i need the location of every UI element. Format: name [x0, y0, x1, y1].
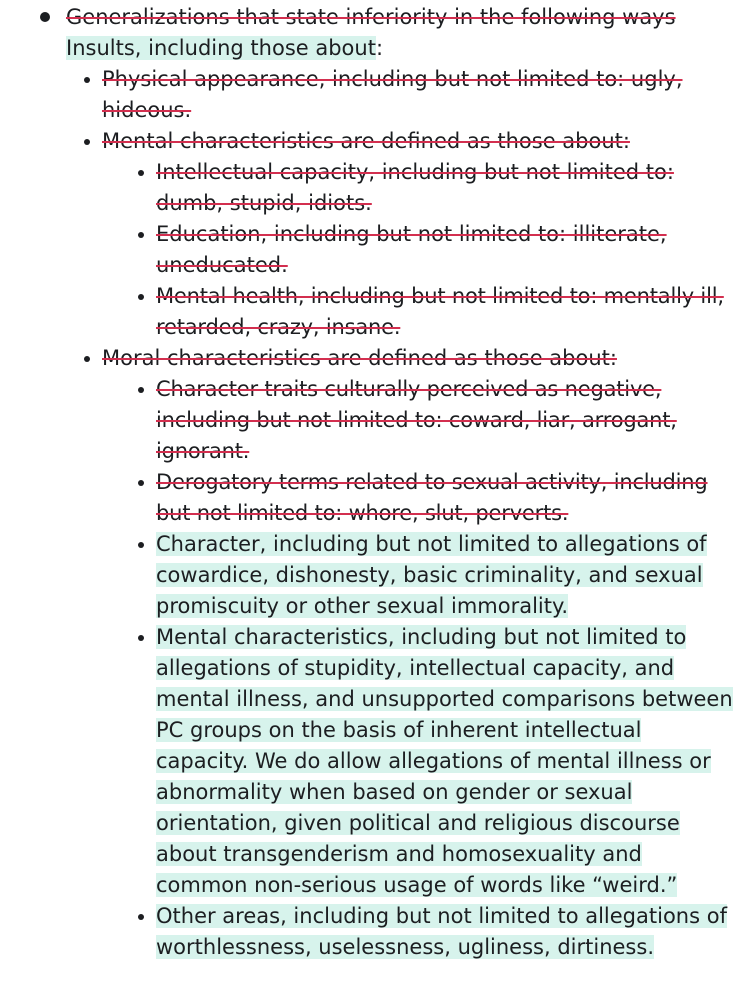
- deleted-text: Derogatory terms related to sexual activity, including but not limited to: whore, slut, perverts.: [156, 470, 708, 525]
- deleted-text: Mental characteristics are defined as those about:: [102, 129, 630, 153]
- list-item-intellectual-capacity: [0, 157, 738, 219]
- list-item-other-areas: [0, 901, 738, 963]
- deleted-text: Moral characteristics are defined as those about:: [102, 346, 617, 370]
- bullet-icon: [138, 387, 144, 393]
- bullet-icon: [138, 480, 144, 486]
- list-item-education: [0, 219, 738, 281]
- list-item-physical-appearance: [0, 64, 738, 126]
- inserted-text: Insults, including those about: [66, 36, 376, 60]
- deleted-text: Education, including but not limited to: illiterate, uneducated.: [156, 222, 667, 277]
- bullet-icon: [84, 139, 90, 145]
- policy-list-level-1: [0, 2, 738, 963]
- bullet-icon: [138, 635, 144, 641]
- list-item-insults: [0, 2, 738, 64]
- bullet-icon: [84, 77, 90, 83]
- deleted-text: Mental health, including but not limited to: mentally ill, retarded, crazy, insane.: [156, 284, 724, 339]
- bullet-icon: [84, 356, 90, 362]
- item-text: [156, 901, 738, 963]
- deleted-text: Character traits culturally perceived as negative, including but not limited to: coward, liar, arrogant, ignorant.: [156, 377, 677, 463]
- list-item-derogatory-terms: [0, 467, 738, 529]
- deleted-text: Intellectual capacity, including but not limited to: dumb, stupid, idiots.: [156, 160, 674, 215]
- list-item-character-traits: [0, 374, 738, 467]
- deleted-text: Physical appearance, including but not limited to: ugly, hideous.: [102, 67, 683, 122]
- item-text: [156, 622, 738, 901]
- item-text: [156, 529, 738, 622]
- list-item-character: [0, 529, 738, 622]
- inserted-text: Character, including but not limited to allegations of cowardice, dishonesty, basic criminality, and sexual promiscuity or other sexual immorality.: [156, 532, 707, 618]
- list-item-mental-characteristics: [0, 126, 738, 157]
- bullet-icon: [40, 12, 50, 22]
- inserted-text: Mental characteristics, including but not limited to allegations of stupidity, intellectual capacity, and mental illness, and unsupported comparisons between PC groups on the basis of inherent intellectual capacity. We do allow allegations of mental illness or abnormality when based on gender or sexual orientation, given political and religious discourse about transgenderism and homosexuality and common non-serious usage of words like “weird.”: [156, 625, 733, 897]
- policy-document: [0, 2, 738, 1002]
- item-text: [66, 2, 738, 64]
- bullet-icon: [138, 294, 144, 300]
- bullet-icon: [138, 232, 144, 238]
- suffix-text: :: [375, 36, 384, 60]
- bullet-icon: [138, 542, 144, 548]
- inserted-text: Other areas, including but not limited to allegations of worthlessness, uselessness, ugliness, dirtiness.: [156, 904, 727, 959]
- list-item-mental-health: [0, 281, 738, 343]
- bullet-icon: [138, 914, 144, 920]
- list-item-mental-characteristics-new: [0, 622, 738, 901]
- deleted-text: Generalizations that state inferiority in the following ways: [66, 5, 676, 29]
- bullet-icon: [138, 170, 144, 176]
- list-item-moral-characteristics: [0, 343, 738, 374]
